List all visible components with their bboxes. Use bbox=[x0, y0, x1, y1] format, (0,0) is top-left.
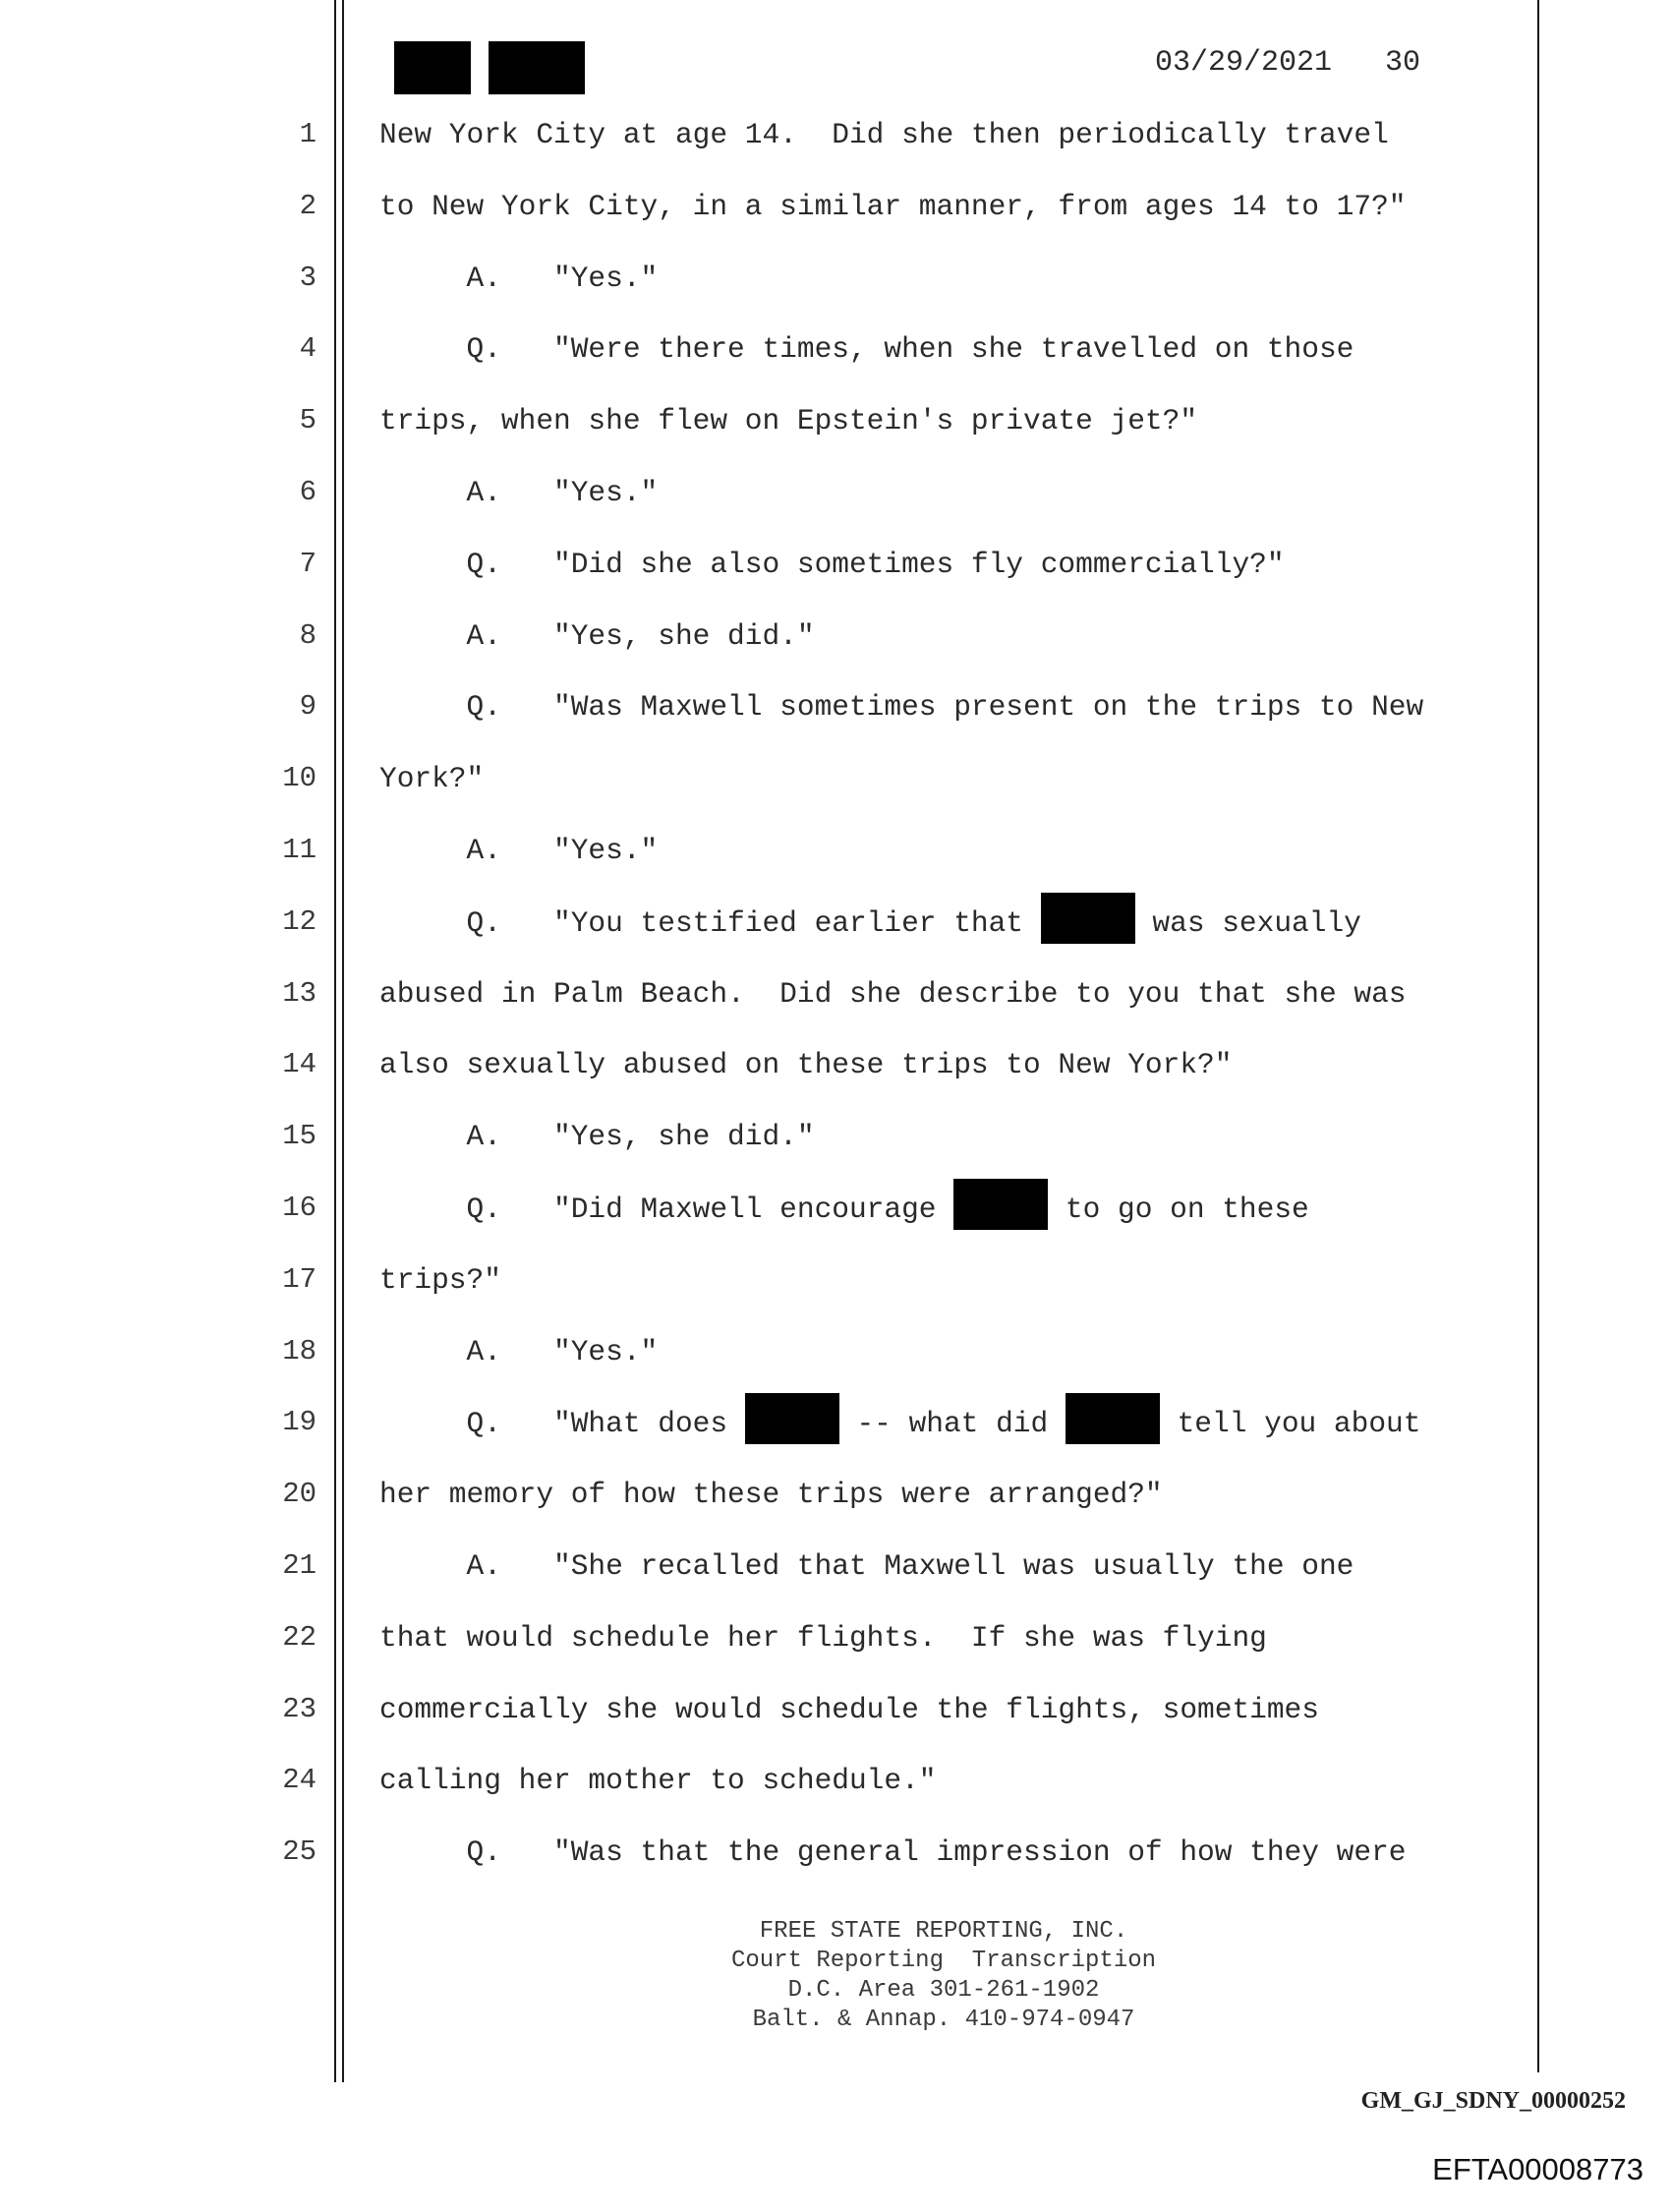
transcript-line bbox=[0, 831, 1671, 902]
line-text-segment: also sexually abused on these trips to New York?" bbox=[379, 1048, 1233, 1082]
transcript-line bbox=[0, 1403, 1671, 1475]
transcript-line bbox=[0, 759, 1671, 831]
transcript-line bbox=[0, 1045, 1671, 1117]
line-text-segment: A. "Yes, she did." bbox=[379, 618, 815, 653]
transcript-line bbox=[0, 473, 1671, 545]
footer-dc-phone: D.C. Area 301-261-1902 bbox=[787, 1977, 1100, 2004]
line-text bbox=[379, 831, 658, 870]
transcript-line bbox=[0, 1833, 1671, 1904]
line-text-segment: trips, when she flew on Epstein's private jet?" bbox=[379, 404, 1198, 438]
header-redaction-box bbox=[489, 41, 585, 94]
page-header bbox=[1155, 43, 1420, 83]
line-text-segment: Q. "What does bbox=[379, 1407, 745, 1441]
line-text-segment: calling her mother to schedule." bbox=[379, 1764, 937, 1798]
line-text-segment: A. "Yes, she did." bbox=[379, 1120, 815, 1154]
line-text bbox=[379, 115, 1389, 154]
line-text-segment: trips?" bbox=[379, 1262, 501, 1297]
header-redaction-box bbox=[394, 41, 471, 94]
line-text-segment: -- what did bbox=[838, 1407, 1066, 1441]
transcript-line bbox=[0, 1189, 1671, 1260]
bates-number: GM_GJ_SDNY_00000252 bbox=[1360, 2088, 1626, 2114]
line-text bbox=[379, 1618, 1267, 1658]
transcript-line bbox=[0, 545, 1671, 616]
transcript-line bbox=[0, 616, 1671, 688]
line-text-segment: abused in Palm Beach. Did she describe to you that she was bbox=[379, 976, 1407, 1011]
line-text-segment: commercially she would schedule the flights, sometimes bbox=[379, 1692, 1319, 1726]
line-text bbox=[379, 1475, 1163, 1514]
line-number: 21 bbox=[282, 1549, 317, 1582]
line-text-segment: Q. "Did she also sometimes fly commercially?" bbox=[379, 547, 1285, 581]
line-text-segment: York?" bbox=[379, 762, 485, 796]
line-number: 5 bbox=[299, 404, 317, 437]
line-number: 12 bbox=[282, 904, 317, 938]
transcript-line bbox=[0, 1475, 1671, 1546]
footer-services: Court Reporting Transcription bbox=[730, 1948, 1157, 1974]
transcript-line bbox=[0, 1690, 1671, 1762]
line-text bbox=[379, 187, 1406, 226]
line-number: 13 bbox=[282, 976, 317, 1010]
line-text-segment: New York City at age 14. Did she then periodically travel bbox=[379, 118, 1389, 151]
line-number: 1 bbox=[299, 118, 317, 150]
line-text bbox=[379, 759, 484, 798]
line-text-segment: Q. "Were there times, when she travelled on those bbox=[379, 332, 1354, 367]
line-text-segment: A. "Yes." bbox=[379, 834, 659, 867]
efta-number: EFTA00008773 bbox=[1432, 2152, 1643, 2186]
line-text-segment: A. "Yes." bbox=[379, 1334, 659, 1368]
line-text bbox=[379, 473, 658, 512]
line-number: 10 bbox=[282, 762, 317, 795]
line-number: 6 bbox=[299, 476, 317, 508]
transcript-line bbox=[0, 115, 1671, 187]
line-text bbox=[379, 1690, 1319, 1729]
transcript-line bbox=[0, 329, 1671, 401]
line-text-segment: A. "She recalled that Maxwell was usually the one bbox=[379, 1549, 1354, 1583]
footer-company: FREE STATE REPORTING, INC. bbox=[759, 1918, 1128, 1945]
transcript-line bbox=[0, 1618, 1671, 1690]
line-text bbox=[379, 616, 815, 656]
transcript-line bbox=[0, 1260, 1671, 1332]
line-text bbox=[379, 1189, 1309, 1230]
redaction-box bbox=[745, 1393, 839, 1444]
line-text bbox=[379, 545, 1285, 584]
line-text bbox=[379, 974, 1406, 1014]
reporter-footer bbox=[550, 1917, 1337, 2035]
line-number: 14 bbox=[282, 1048, 317, 1081]
transcript-line bbox=[0, 1761, 1671, 1833]
line-number: 23 bbox=[282, 1692, 317, 1725]
transcript-line bbox=[0, 187, 1671, 259]
line-text-segment: A. "Yes." bbox=[379, 261, 659, 295]
line-text bbox=[379, 329, 1354, 369]
line-text-segment: Q. "Did Maxwell encourage bbox=[379, 1192, 954, 1226]
line-text bbox=[379, 259, 658, 298]
transcript-line bbox=[0, 1546, 1671, 1618]
transcript-line bbox=[0, 902, 1671, 974]
line-number: 22 bbox=[282, 1620, 317, 1654]
line-number: 16 bbox=[282, 1192, 317, 1224]
line-number: 7 bbox=[299, 547, 317, 580]
line-number: 17 bbox=[282, 1262, 317, 1296]
line-text bbox=[379, 1833, 1406, 1872]
line-text bbox=[379, 401, 1197, 440]
line-text bbox=[379, 1546, 1354, 1586]
line-number: 2 bbox=[299, 189, 317, 222]
redaction-box bbox=[953, 1179, 1048, 1230]
footer-balt-phone: Balt. & Annap. 410-974-0947 bbox=[752, 2007, 1135, 2033]
line-text-segment: to New York City, in a similar manner, from ages 14 to 17?" bbox=[379, 189, 1407, 223]
redaction-box bbox=[1066, 1393, 1160, 1444]
header-page-number: 30 bbox=[1385, 46, 1421, 80]
line-number: 9 bbox=[299, 690, 317, 724]
line-text bbox=[379, 1117, 815, 1156]
line-text-segment: that would schedule her flights. If she was flying bbox=[379, 1620, 1267, 1655]
line-text bbox=[379, 902, 1361, 944]
line-number: 15 bbox=[282, 1120, 317, 1153]
line-number: 11 bbox=[282, 834, 317, 866]
line-number: 20 bbox=[282, 1478, 317, 1511]
transcript-line bbox=[0, 401, 1671, 473]
redaction-box bbox=[1041, 893, 1135, 944]
line-number: 18 bbox=[282, 1334, 317, 1368]
line-number: 4 bbox=[299, 332, 317, 366]
line-text bbox=[379, 1761, 937, 1800]
transcript-line bbox=[0, 1117, 1671, 1189]
transcript-line bbox=[0, 687, 1671, 759]
line-text bbox=[379, 1332, 658, 1371]
line-number: 19 bbox=[282, 1406, 317, 1439]
line-number: 8 bbox=[299, 618, 317, 652]
line-text bbox=[379, 1045, 1232, 1084]
line-text-segment: Q. "You testified earlier that bbox=[379, 905, 1041, 940]
line-text-segment: Q. "Was that the general impression of how they were bbox=[379, 1835, 1407, 1870]
line-text-segment: her memory of how these trips were arranged?" bbox=[379, 1478, 1163, 1512]
line-text bbox=[379, 1260, 501, 1300]
line-number: 25 bbox=[282, 1835, 317, 1869]
transcript-line bbox=[0, 259, 1671, 330]
line-text bbox=[379, 1403, 1420, 1444]
line-number: 3 bbox=[299, 261, 317, 294]
line-number: 24 bbox=[282, 1764, 317, 1797]
line-text-segment: A. "Yes." bbox=[379, 476, 659, 509]
line-text bbox=[379, 687, 1423, 727]
header-date: 03/29/2021 bbox=[1155, 46, 1333, 80]
transcript-line bbox=[0, 974, 1671, 1046]
line-text-segment: to go on these bbox=[1048, 1192, 1309, 1226]
line-text-segment: Q. "Was Maxwell sometimes present on the trips to New bbox=[379, 690, 1424, 725]
line-text-segment: tell you about bbox=[1159, 1407, 1421, 1441]
line-text-segment: was sexually bbox=[1134, 905, 1361, 940]
